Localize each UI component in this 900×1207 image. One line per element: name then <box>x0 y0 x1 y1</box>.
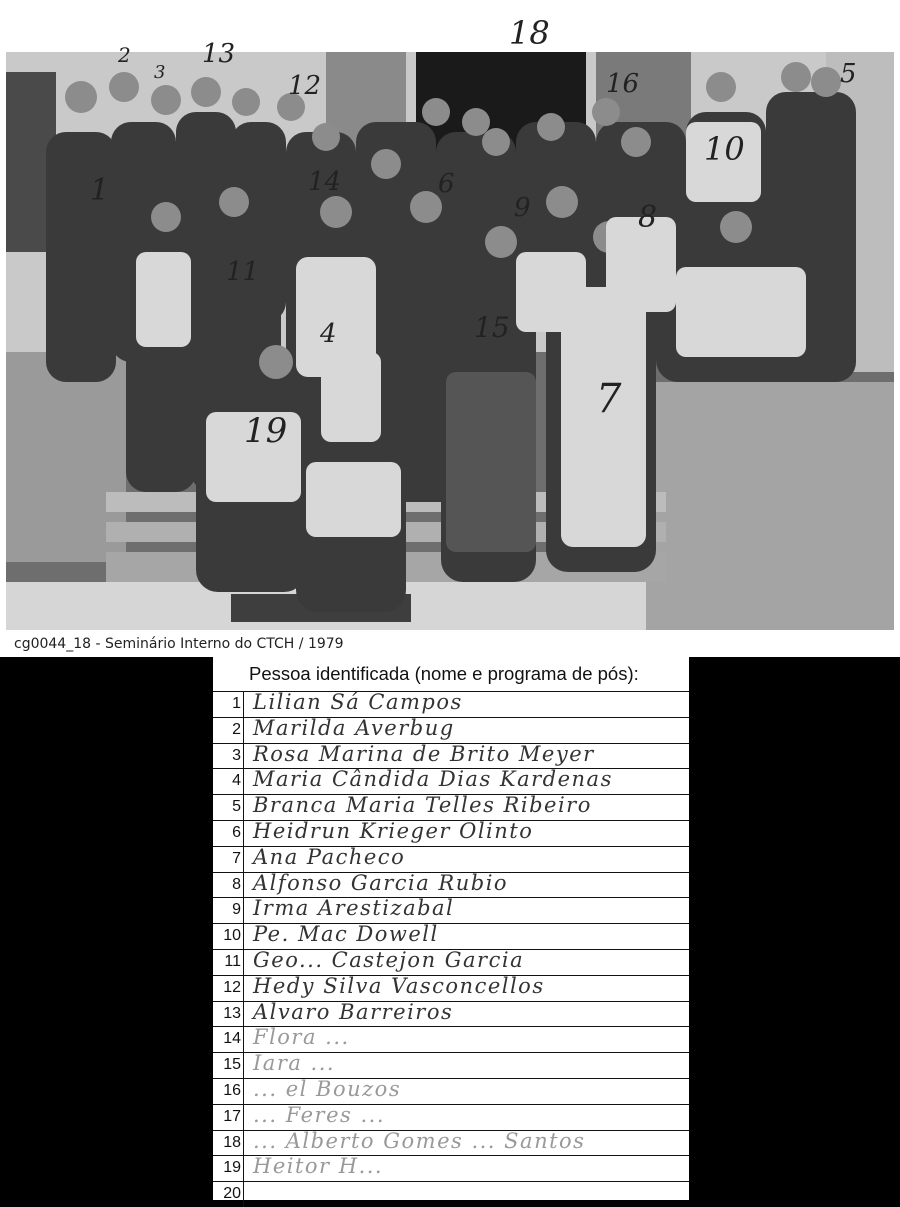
svg-text:3: 3 <box>154 62 166 83</box>
svg-text:13: 13 <box>202 39 236 69</box>
svg-text:4: 4 <box>320 319 337 349</box>
table-row <box>213 846 689 872</box>
row-number: 7 <box>213 847 244 872</box>
row-number: 11 <box>213 950 244 975</box>
svg-text:2: 2 <box>118 43 131 67</box>
svg-text:15: 15 <box>474 311 510 344</box>
svg-text:5: 5 <box>840 59 857 89</box>
person-name: Flora ... <box>253 1025 350 1050</box>
person-name: Hedy Silva Vasconcellos <box>253 973 545 998</box>
person-name: Ana Pacheco <box>253 844 406 869</box>
table-row <box>213 691 689 717</box>
identification-sheet <box>213 657 689 1203</box>
person-name: Iara ... <box>253 1051 336 1076</box>
sheet-title: Pessoa identificada (nome e programa de pós): <box>249 663 639 684</box>
person-name: Irma Arestizabal <box>253 896 455 921</box>
person-name: Alvaro Barreiros <box>253 999 454 1024</box>
table-row <box>213 975 689 1001</box>
row-number: 18 <box>213 1131 244 1156</box>
row-number: 5 <box>213 795 244 820</box>
person-name: Rosa Marina de Brito Meyer <box>253 741 595 766</box>
person-name: Heidrun Krieger Olinto <box>253 818 534 843</box>
person-name: Lilian Sá Campos <box>253 690 463 714</box>
person-name: ... el Bouzos <box>253 1076 402 1101</box>
row-number: 3 <box>213 744 244 769</box>
row-number: 15 <box>213 1053 244 1078</box>
table-row <box>213 897 689 923</box>
person-name: ... Feres ... <box>253 1102 385 1127</box>
person-name: Branca Maria Telles Ribeiro <box>253 793 592 818</box>
group-photo <box>6 14 894 630</box>
svg-text:6: 6 <box>438 169 455 199</box>
row-number: 6 <box>213 821 244 846</box>
table-row <box>213 1052 689 1078</box>
person-name: Pe. Mac Dowell <box>253 922 439 947</box>
row-number: 9 <box>213 898 244 923</box>
table-row <box>213 717 689 743</box>
table-row <box>213 949 689 975</box>
svg-text:8: 8 <box>638 200 658 235</box>
row-number: 17 <box>213 1105 244 1130</box>
svg-text:7: 7 <box>596 376 622 422</box>
row-number: 12 <box>213 976 244 1001</box>
person-name: Marilda Averbug <box>253 715 455 740</box>
row-number: 2 <box>213 718 244 743</box>
row-number: 13 <box>213 1002 244 1027</box>
identification-table <box>213 691 689 1207</box>
svg-text:10: 10 <box>704 130 745 168</box>
photo-caption: cg0044_18 - Seminário Interno do CTCH / 1979 <box>14 636 344 652</box>
svg-text:1: 1 <box>90 173 110 208</box>
svg-text:14: 14 <box>308 167 342 197</box>
table-row <box>213 1155 689 1181</box>
svg-text:12: 12 <box>288 71 322 101</box>
svg-text:19: 19 <box>244 411 288 451</box>
row-number: 19 <box>213 1156 244 1181</box>
svg-text:9: 9 <box>514 193 531 223</box>
person-name: Geo... Castejon Garcia <box>253 947 525 972</box>
table-row <box>213 768 689 794</box>
svg-text:11: 11 <box>226 257 260 287</box>
table-row <box>213 820 689 846</box>
row-number: 10 <box>213 924 244 949</box>
row-number: 1 <box>213 692 244 717</box>
table-row <box>213 1078 689 1104</box>
person-name: ... Alberto Gomes ... Santos <box>253 1128 586 1153</box>
row-number: 20 <box>213 1182 244 1207</box>
table-row <box>213 1104 689 1130</box>
table-row <box>213 1181 689 1207</box>
row-number: 16 <box>213 1079 244 1104</box>
table-row <box>213 743 689 769</box>
table-row <box>213 1001 689 1027</box>
person-name: Alfonso Garcia Rubio <box>253 870 509 895</box>
table-row <box>213 1130 689 1156</box>
table-row <box>213 794 689 820</box>
table-row <box>213 923 689 949</box>
person-name: Heitor H... <box>253 1154 384 1179</box>
row-number: 8 <box>213 873 244 898</box>
person-name: Maria Cândida Dias Kardenas <box>253 767 613 792</box>
table-row <box>213 872 689 898</box>
svg-text:16: 16 <box>606 69 640 99</box>
row-number: 4 <box>213 769 244 794</box>
svg-text:18: 18 <box>509 14 550 52</box>
table-row <box>213 1026 689 1052</box>
row-number: 14 <box>213 1027 244 1052</box>
